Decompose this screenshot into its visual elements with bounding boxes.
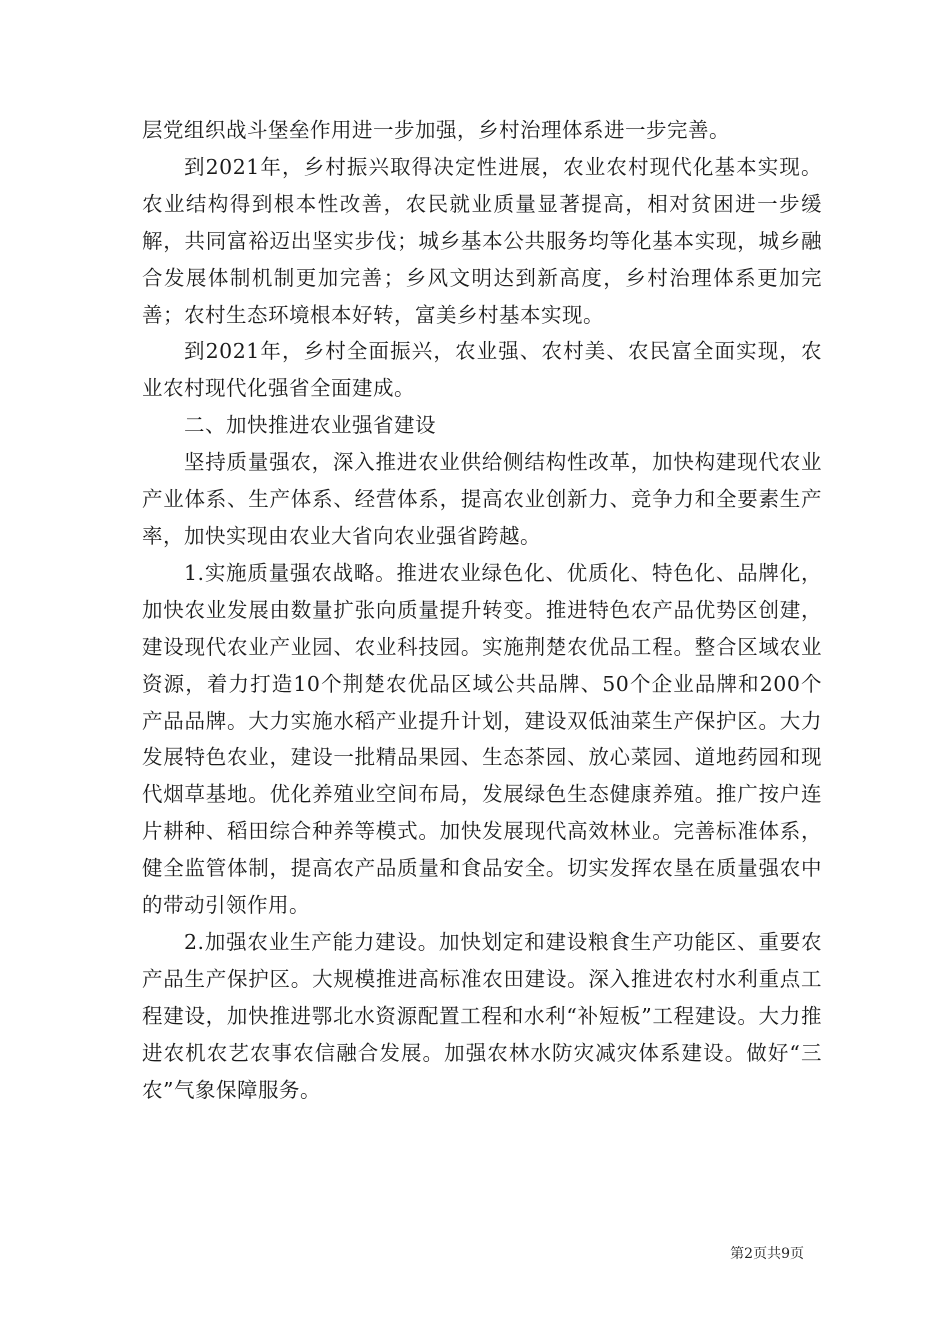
page-number: 第2页共9页 <box>730 1246 804 1262</box>
section-heading: 二、加快推进农业强省建设 <box>184 413 436 438</box>
paragraph-item-1: 1.实施质量强农战略。推进农业绿色化、优质化、特色化、品牌化，加快农业发展由数量扩张向质量提升转变。推进特色农产品优势区创建，建设现代农业产业园、农业科技园。实施荆楚农优品工程。整合区域农业资源，着力打造10个荆楚农优品区域公共品牌、50个企业品牌和200个产品品牌。大力实施水稻产业提升计划，建设双低油菜生产保护区。大力发展特色农业，建设一批精品果园、生态茶园、放心菜园、道地药园和现代烟草基地。优化养殖业空间布局，发展绿色生态健康养殖。推广按户连片耕种、稻田综合种养等模式。加快发展现代高效林业。完善标准体系，健全监管体制，提高农产品质量和食品安全。切实发挥农垦在质量强农中的带动引领作用。 <box>142 560 822 918</box>
document-body <box>142 112 822 1108</box>
paragraph-2021-revitalization: 到2021年，乡村全面振兴，农业强、农村美、农民富全面实现，农业农村现代化强省全面建成。 <box>142 339 822 401</box>
paragraph-item-2: 2.加强农业生产能力建设。加快划定和建设粮食生产功能区、重要农产品生产保护区。大规模推进高标准农田建设。深入推进农村水利重点工程建设，加快推进鄂北水资源配置工程和水利“补短板”工程建设。大力推进农机农艺农事农信融合发展。加强农林水防灾减灾体系建设。做好“三农”气象保障服务。 <box>142 929 822 1102</box>
paragraph-quality-agriculture: 坚持质量强农，深入推进农业供给侧结构性改革，加快构建现代农业产业体系、生产体系、经营体系，提高农业创新力、竞争力和全要素生产率，加快实现由农业大省向农业强省跨越。 <box>142 450 822 548</box>
paragraph-continuation: 层党组织战斗堡垒作用进一步加强，乡村治理体系进一步完善。 <box>142 118 730 142</box>
paragraph-2021-progress: 到2021年，乡村振兴取得决定性进展，农业农村现代化基本实现。农业结构得到根本性改善，农民就业质量显著提高，相对贫困进一步缓解，共同富裕迈出坚实步伐；城乡基本公共服务均等化基本实现，城乡融合发展体制机制更加完善；乡风文明达到新高度，乡村治理体系更加完善；农村生态环境根本好转，富美乡村基本实现。 <box>142 154 822 327</box>
